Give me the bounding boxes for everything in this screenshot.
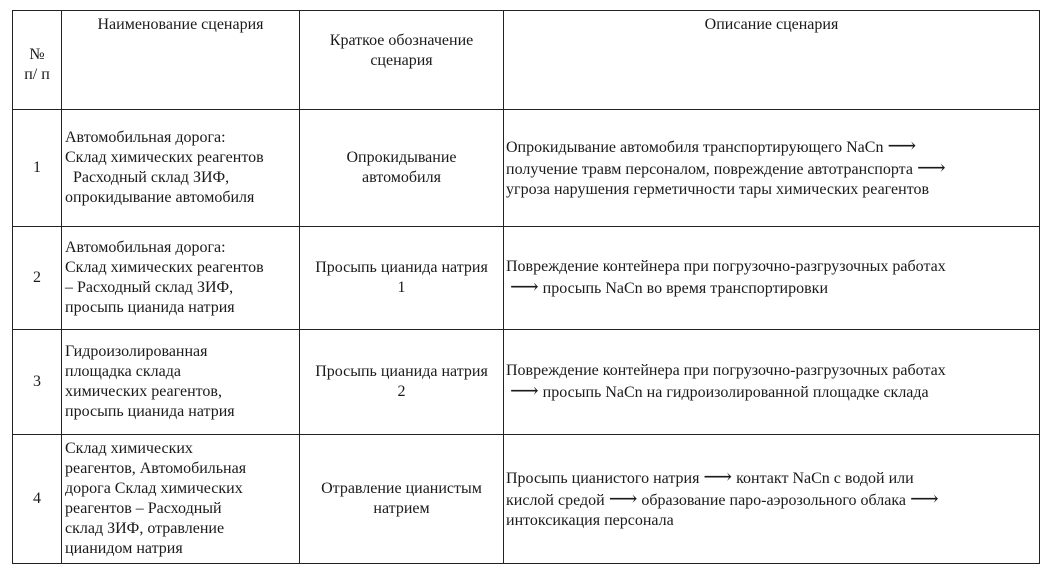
short-line: Просыпь цианида натрия xyxy=(315,363,488,380)
desc-line: Повреждение контейнера при погрузочно-разгрузочных работах xyxy=(506,258,946,275)
desc-line xyxy=(506,158,1035,180)
header-short-line: сценария xyxy=(370,52,433,69)
desc-text: просыпь NaCn во время транспортировки xyxy=(542,280,829,297)
short-line: автомобиля xyxy=(362,169,441,186)
desc-line xyxy=(506,489,1035,511)
name-line: склад ЗИФ, отравление xyxy=(65,520,225,537)
scenario-name xyxy=(62,330,300,435)
scenario-name xyxy=(62,110,300,227)
name-line: Склад химических xyxy=(65,440,193,457)
header-desc xyxy=(504,11,1040,110)
name-line: Автомобильная дорога: xyxy=(65,129,226,146)
scenario-short xyxy=(300,435,504,564)
table-row xyxy=(13,435,1040,564)
short-line: Отравление цианистым xyxy=(321,480,482,497)
arrow-icon: ⟶ xyxy=(510,276,539,298)
header-name xyxy=(62,11,300,110)
desc-line: угроза нарушения герметичности тары химических реагентов xyxy=(506,181,930,198)
name-line: просыпь цианида натрия xyxy=(65,403,235,420)
desc-text: образование паро-аэрозольного облака xyxy=(641,492,906,509)
scenario-desc xyxy=(504,435,1040,564)
scenario-short xyxy=(300,330,504,435)
header-num xyxy=(13,11,62,110)
row-number: 3 xyxy=(13,330,62,435)
desc-text: получение травм персоналом, повреждение автотранспорта xyxy=(506,161,913,178)
name-line: реагентов – Расходный xyxy=(65,500,222,517)
name-line: цианидом натрия xyxy=(65,540,183,557)
scenario-short xyxy=(300,227,504,330)
name-line: Склад химических реагентов xyxy=(65,259,264,276)
short-line: Опрокидывание xyxy=(346,149,457,166)
short-line: 1 xyxy=(397,279,406,296)
name-line: – Расходный склад ЗИФ, xyxy=(65,279,234,296)
name-line: Расходный склад ЗИФ, xyxy=(65,169,230,186)
name-line: Склад химических реагентов xyxy=(65,149,264,166)
desc-line: интоксикация персонала xyxy=(506,512,674,529)
short-line: Просыпь цианида натрия xyxy=(315,259,488,276)
short-line: натрием xyxy=(373,500,430,517)
desc-line xyxy=(506,381,1035,403)
name-line: Гидроизолированная xyxy=(65,343,208,360)
table-row xyxy=(13,227,1040,330)
scenario-name xyxy=(62,435,300,564)
table-row xyxy=(13,110,1040,227)
row-number: 2 xyxy=(13,227,62,330)
row-number: 1 xyxy=(13,110,62,227)
row-number: 4 xyxy=(13,435,62,564)
desc-text: кислой средой xyxy=(506,492,605,509)
arrow-icon: ⟶ xyxy=(703,466,733,488)
arrow-icon: ⟶ xyxy=(510,380,539,402)
header-desc-text: Описание сценария xyxy=(704,16,839,33)
name-line: реагентов, Автомобильная xyxy=(65,460,247,477)
arrow-icon: ⟶ xyxy=(887,135,917,157)
desc-line xyxy=(506,136,1035,158)
header-row xyxy=(13,11,1040,110)
name-line: площадка склада xyxy=(65,363,181,380)
arrow-icon: ⟶ xyxy=(916,157,946,179)
header-short xyxy=(300,11,504,110)
header-name-text: Наименование сценария xyxy=(97,16,264,33)
arrow-icon: ⟶ xyxy=(608,488,638,510)
scenario-name xyxy=(62,227,300,330)
header-num-line: № xyxy=(29,46,45,63)
desc-text: контакт NaCn с водой или xyxy=(736,470,914,487)
desc-line: Повреждение контейнера при погрузочно-разгрузочных работах xyxy=(506,362,946,379)
arrow-icon: ⟶ xyxy=(909,488,939,510)
scenario-table xyxy=(12,10,1040,564)
desc-text: Опрокидывание автомобиля транспортирующего NaCn xyxy=(506,139,884,156)
name-line: дорога Склад химических xyxy=(65,480,243,497)
table-row xyxy=(13,330,1040,435)
name-line: Автомобильная дорога: xyxy=(65,239,226,256)
name-line: опрокидывание автомобиля xyxy=(65,189,255,206)
desc-text: Просыпь цианистого натрия xyxy=(506,470,700,487)
scenario-desc xyxy=(504,110,1040,227)
name-line: просыпь цианида натрия xyxy=(65,299,235,316)
scenario-desc xyxy=(504,330,1040,435)
desc-line xyxy=(506,277,1035,299)
scenario-desc xyxy=(504,227,1040,330)
scenario-short xyxy=(300,110,504,227)
desc-text: просыпь NaCn на гидроизолированной площадке склада xyxy=(542,384,929,401)
name-line: химических реагентов, xyxy=(65,383,222,400)
short-line: 2 xyxy=(397,383,406,400)
header-num-line: п/ п xyxy=(24,66,50,83)
desc-line xyxy=(506,467,1035,489)
header-short-line: Краткое обозначение xyxy=(329,32,474,49)
